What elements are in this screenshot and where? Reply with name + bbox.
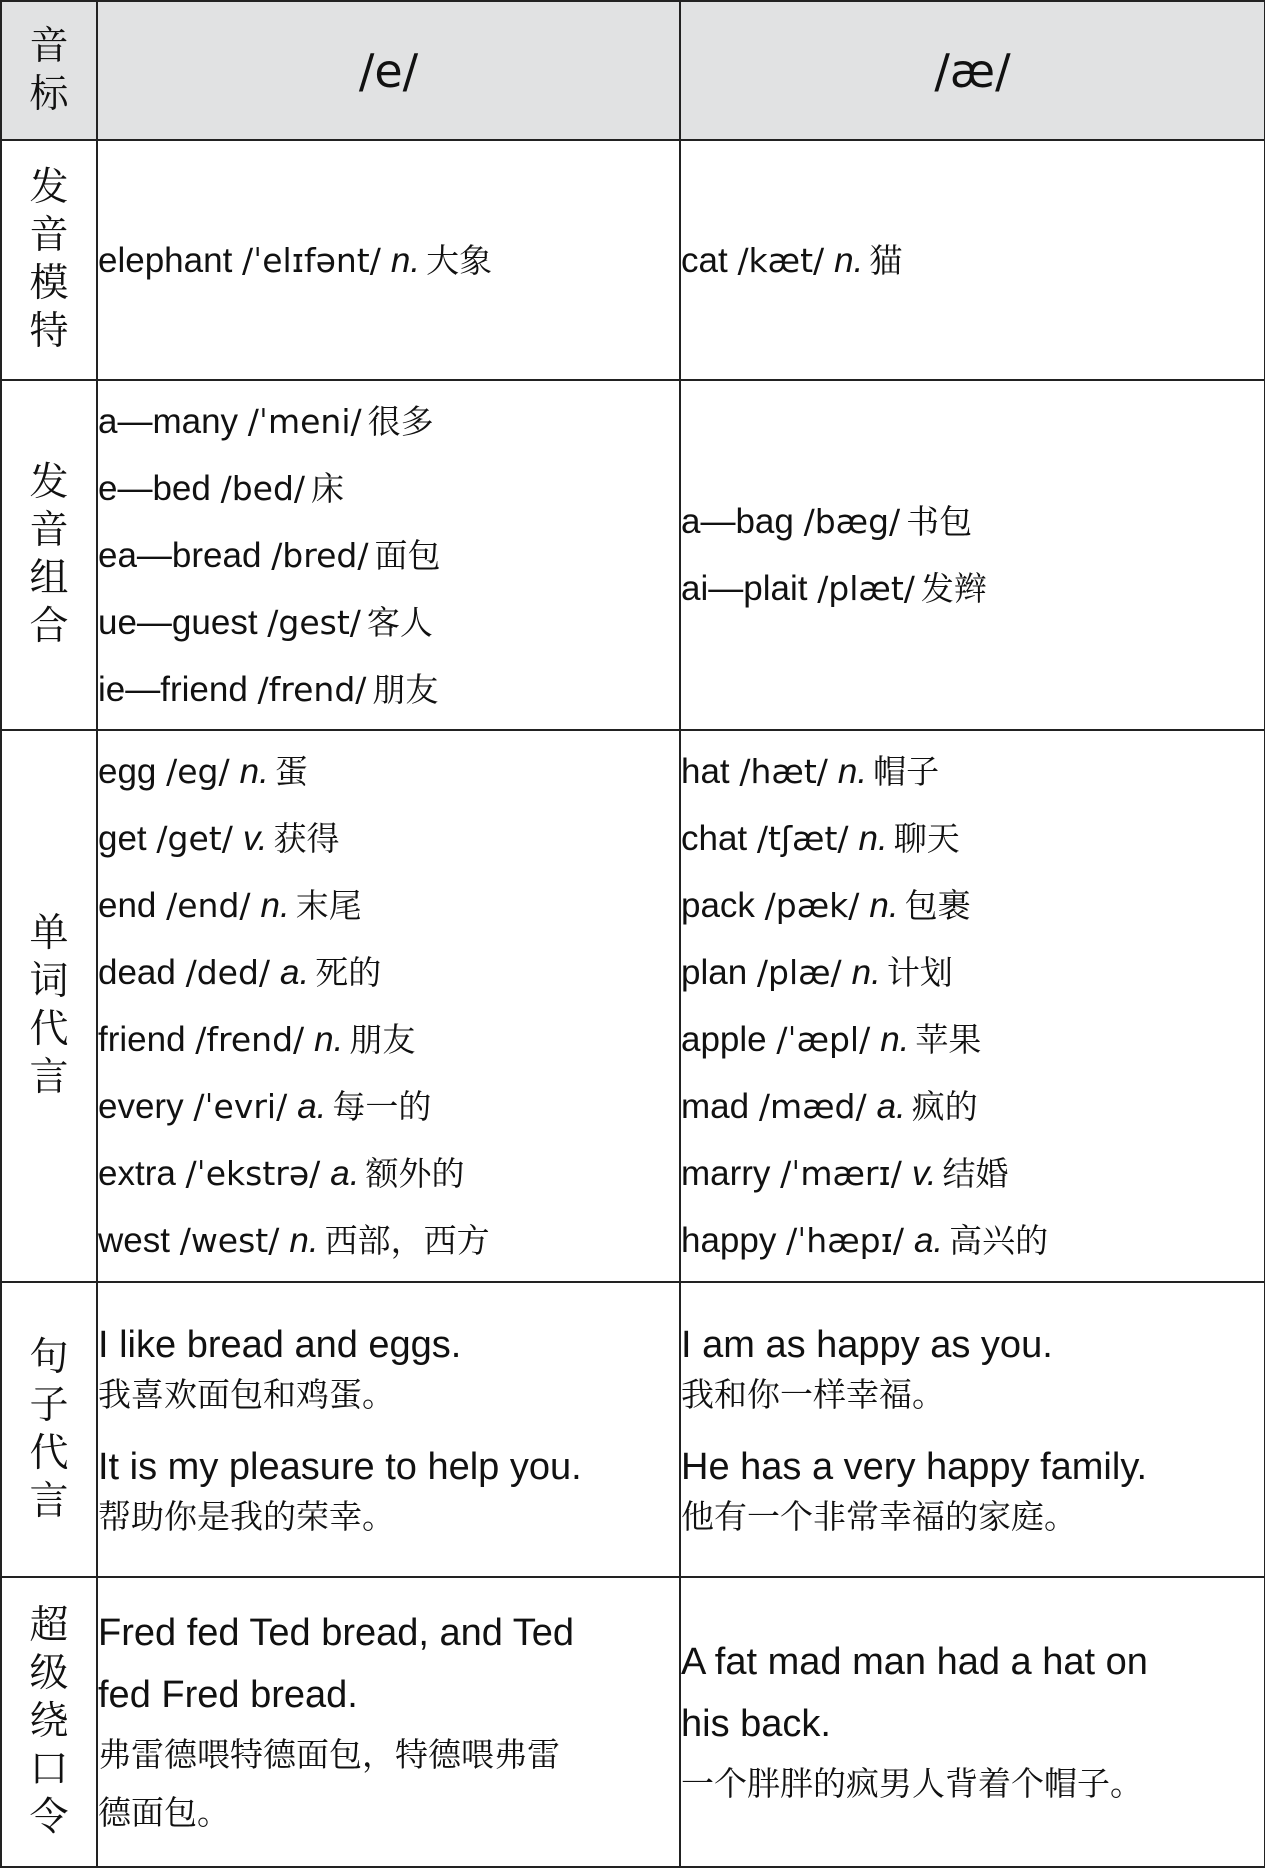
symbol-e: /e/ — [97, 1, 680, 140]
ipa-transcription: /frend/ — [195, 1020, 305, 1059]
sentence-english: I am as happy as you. — [681, 1323, 1053, 1366]
sentence-english: He has a very happy family. — [681, 1445, 1148, 1488]
ipa-transcription: /ˈmeni/ — [247, 401, 362, 441]
example-sentence — [98, 1319, 679, 1419]
ipa-transcription: /ˈmærɪ/ — [780, 1154, 902, 1193]
word-text: hat — [681, 752, 730, 791]
twister-row — [1, 1577, 1265, 1867]
row-label-char: 模 — [29, 261, 69, 306]
ipa-transcription: /tʃæt/ — [756, 819, 849, 858]
word-entry — [681, 1140, 1264, 1207]
word-text: chat — [681, 819, 748, 858]
row-label-text — [2, 1334, 96, 1526]
words-e-cell — [97, 730, 680, 1282]
word-text: friend — [98, 1020, 186, 1059]
word-text: e—bed — [98, 468, 211, 508]
row-label-model — [1, 140, 97, 380]
chinese-meaning: 高兴的 — [949, 1221, 1049, 1260]
chinese-meaning: 朋友 — [349, 1020, 416, 1059]
row-label-char: 组 — [29, 556, 69, 601]
part-of-speech: a. — [330, 1154, 360, 1193]
row-label-text — [2, 1602, 96, 1842]
ipa-transcription: /ˈhæpɪ/ — [786, 1221, 904, 1260]
row-label-char: 发 — [29, 165, 69, 210]
word-text: west — [98, 1221, 170, 1260]
chinese-meaning: 很多 — [367, 401, 434, 441]
word-entry — [681, 555, 1264, 622]
word-entry — [98, 805, 679, 872]
chinese-meaning: 聊天 — [893, 819, 960, 858]
row-label-char: 标 — [29, 71, 69, 117]
example-sentence — [681, 1441, 1264, 1541]
chinese-meaning: 苹果 — [915, 1020, 982, 1059]
word-entry — [98, 589, 679, 656]
chinese-meaning: 额外的 — [365, 1154, 465, 1193]
part-of-speech: n. — [858, 819, 888, 858]
word-text: cat — [681, 240, 728, 280]
ipa-transcription: /mæd/ — [758, 1087, 867, 1126]
row-label-char: 音 — [29, 23, 69, 69]
row-label-sentences — [1, 1282, 97, 1577]
part-of-speech: n. — [869, 886, 899, 925]
twister-english-line: his back. — [681, 1703, 831, 1745]
part-of-speech: n. — [880, 1020, 910, 1059]
row-label-char: 言 — [29, 1055, 69, 1100]
row-label-char: 言 — [29, 1478, 69, 1524]
row-label-char: 词 — [29, 959, 69, 1004]
part-of-speech: n. — [837, 752, 868, 791]
twister-chinese-line: 一个胖胖的疯男人背着个帽子。 — [681, 1764, 1143, 1803]
chinese-meaning: 大象 — [426, 240, 493, 280]
ipa-transcription: /ˈelɪfənt/ — [242, 240, 381, 280]
word-entry — [98, 1073, 679, 1140]
sentence-english: It is my pleasure to help you. — [98, 1445, 582, 1488]
ipa-transcription: /plæt/ — [817, 569, 915, 608]
twister-ae-cell — [680, 1577, 1265, 1867]
sentence-chinese: 他有一个非常幸福的家庭。 — [681, 1496, 1077, 1536]
part-of-speech: a. — [280, 953, 310, 992]
chinese-meaning: 发辫 — [920, 569, 987, 608]
twister-english-line: fed Fred bread. — [98, 1674, 358, 1716]
twister-english-line: A fat mad man had a hat on — [681, 1641, 1148, 1683]
row-label-char: 令 — [29, 1795, 69, 1840]
model-e-cell — [97, 140, 680, 380]
part-of-speech: v. — [242, 819, 268, 858]
part-of-speech: n. — [289, 1221, 319, 1260]
chinese-meaning: 包裹 — [904, 886, 971, 925]
part-of-speech: n. — [260, 886, 290, 925]
word-entry — [681, 939, 1264, 1006]
ipa-transcription: /ˈekstrə/ — [185, 1154, 321, 1193]
word-entry — [681, 227, 1264, 294]
chinese-meaning: 蛋 — [274, 752, 308, 791]
word-text: extra — [98, 1154, 176, 1193]
word-text: pack — [681, 886, 755, 925]
word-text: ea—bread — [98, 535, 262, 575]
row-label-char: 超 — [29, 1603, 69, 1648]
word-text: ai—plait — [681, 569, 808, 608]
chinese-meaning: 结婚 — [942, 1154, 1009, 1193]
ipa-transcription: /kæt/ — [737, 240, 825, 280]
ipa-transcription: /bed/ — [220, 468, 306, 508]
part-of-speech: n. — [834, 240, 864, 280]
part-of-speech: v. — [911, 1154, 937, 1193]
word-text: get — [98, 819, 147, 858]
symbol-ae: /æ/ — [680, 1, 1265, 140]
word-entry — [681, 1073, 1264, 1140]
chinese-meaning: 帽子 — [873, 752, 940, 791]
word-text: ie—friend — [98, 669, 248, 709]
row-label-words — [1, 730, 97, 1282]
word-entry — [681, 1207, 1264, 1274]
ipa-transcription: /plæ/ — [756, 953, 842, 992]
word-entry — [681, 738, 1264, 805]
twister-chinese-line: 德面包。 — [98, 1793, 230, 1832]
word-entry — [98, 1140, 679, 1207]
part-of-speech: n. — [239, 752, 269, 791]
ipa-transcription: /hæt/ — [739, 752, 828, 791]
row-label-text — [2, 910, 96, 1102]
row-label-text — [2, 164, 96, 356]
word-entry — [98, 1006, 679, 1073]
chinese-meaning: 床 — [311, 468, 345, 508]
word-entry — [681, 488, 1264, 555]
sentences-ae-cell — [680, 1282, 1265, 1577]
example-sentence — [681, 1319, 1264, 1419]
ipa-transcription: /frend/ — [257, 669, 367, 709]
ipa-transcription: /ˈæpl/ — [776, 1020, 871, 1059]
word-text: ue—guest — [98, 602, 258, 642]
twister-english-line: Fred fed Ted bread, and Ted — [98, 1612, 575, 1654]
sentences-e-cell — [97, 1282, 680, 1577]
word-entry — [98, 227, 679, 294]
word-text: elephant — [98, 240, 233, 280]
ipa-transcription: /ˈevri/ — [193, 1087, 288, 1126]
row-label-char: 音 — [29, 213, 69, 258]
combo-e-cell — [97, 380, 680, 730]
word-entry — [98, 872, 679, 939]
ipa-transcription: /end/ — [166, 886, 251, 925]
word-text: end — [98, 886, 157, 925]
ipa-transcription: /bred/ — [271, 535, 369, 575]
row-label-combo — [1, 380, 97, 730]
row-label-char: 代 — [29, 1430, 69, 1476]
words-ae-cell — [680, 730, 1265, 1282]
part-of-speech: n. — [851, 953, 881, 992]
word-text: apple — [681, 1020, 767, 1059]
row-label-char: 子 — [29, 1382, 69, 1428]
row-label-char: 口 — [29, 1747, 69, 1792]
sentence-chinese: 我和你一样幸福。 — [681, 1374, 945, 1414]
row-label-text — [2, 459, 96, 651]
model-row — [1, 140, 1265, 380]
twister-chinese-line: 弗雷德喂特德面包，特德喂弗雷 — [98, 1735, 560, 1774]
sentence-chinese: 我喜欢面包和鸡蛋。 — [98, 1374, 395, 1414]
word-text: a—many — [98, 401, 239, 441]
row-label-char: 发 — [29, 460, 69, 505]
sentence-english: I like bread and eggs. — [98, 1323, 462, 1366]
chinese-meaning: 每一的 — [332, 1087, 432, 1126]
word-text: egg — [98, 752, 157, 791]
ipa-transcription: /pæk/ — [764, 886, 860, 925]
chinese-meaning: 猫 — [869, 240, 903, 280]
word-entry — [98, 939, 679, 1006]
chinese-meaning: 获得 — [273, 819, 340, 858]
ipa-transcription: /west/ — [179, 1221, 280, 1260]
row-label-twister — [1, 1577, 97, 1867]
words-row — [1, 730, 1265, 1282]
word-entry — [681, 805, 1264, 872]
chinese-meaning: 计划 — [886, 953, 953, 992]
part-of-speech: a. — [876, 1087, 906, 1126]
word-entry — [98, 1207, 679, 1274]
ipa-transcription: /gest/ — [267, 602, 361, 642]
row-label-char: 句 — [29, 1334, 69, 1380]
ipa-transcription: /bæg/ — [803, 502, 901, 541]
row-label-char: 级 — [29, 1651, 69, 1696]
row-label-char: 代 — [29, 1007, 69, 1052]
chinese-meaning: 书包 — [906, 502, 973, 541]
part-of-speech: n. — [314, 1020, 344, 1059]
word-entry — [98, 455, 679, 522]
chinese-meaning: 朋友 — [372, 669, 439, 709]
word-entry — [681, 872, 1264, 939]
row-label-char: 音 — [29, 508, 69, 553]
part-of-speech: n. — [390, 240, 421, 280]
sentences-row — [1, 1282, 1265, 1577]
word-text: a—bag — [681, 502, 794, 541]
word-text: happy — [681, 1221, 777, 1260]
row-label-char: 单 — [29, 911, 69, 956]
word-text: every — [98, 1087, 184, 1126]
part-of-speech: a. — [913, 1221, 944, 1260]
part-of-speech: a. — [297, 1087, 327, 1126]
model-ae-cell — [680, 140, 1265, 380]
example-sentence — [98, 1441, 679, 1541]
word-text: dead — [98, 953, 176, 992]
row-label-text — [2, 23, 96, 119]
chinese-meaning: 面包 — [374, 535, 441, 575]
word-entry — [98, 388, 679, 455]
word-text: plan — [681, 953, 748, 992]
row-label-char: 特 — [29, 309, 69, 354]
word-entry — [98, 738, 679, 805]
chinese-meaning: 西部，西方 — [324, 1221, 490, 1260]
twister-e-cell — [97, 1577, 680, 1867]
ipa-transcription: /ded/ — [185, 953, 271, 992]
word-entry — [681, 1006, 1264, 1073]
chinese-meaning: 死的 — [315, 953, 382, 992]
combo-ae-cell — [680, 380, 1265, 730]
ipa-transcription: /eg/ — [166, 752, 230, 791]
row-label-header — [1, 1, 97, 140]
word-entry — [98, 656, 679, 723]
combo-row — [1, 380, 1265, 730]
row-label-char: 绕 — [29, 1699, 69, 1744]
ipa-transcription: /get/ — [156, 819, 233, 858]
header-row — [1, 1, 1265, 140]
word-text: marry — [681, 1154, 771, 1193]
word-text: mad — [681, 1087, 750, 1126]
sentence-chinese: 帮助你是我的荣幸。 — [98, 1496, 395, 1536]
chinese-meaning: 客人 — [366, 602, 433, 642]
word-entry — [98, 522, 679, 589]
chinese-meaning: 疯的 — [911, 1087, 978, 1126]
chinese-meaning: 末尾 — [295, 886, 362, 925]
row-label-char: 合 — [29, 604, 69, 649]
